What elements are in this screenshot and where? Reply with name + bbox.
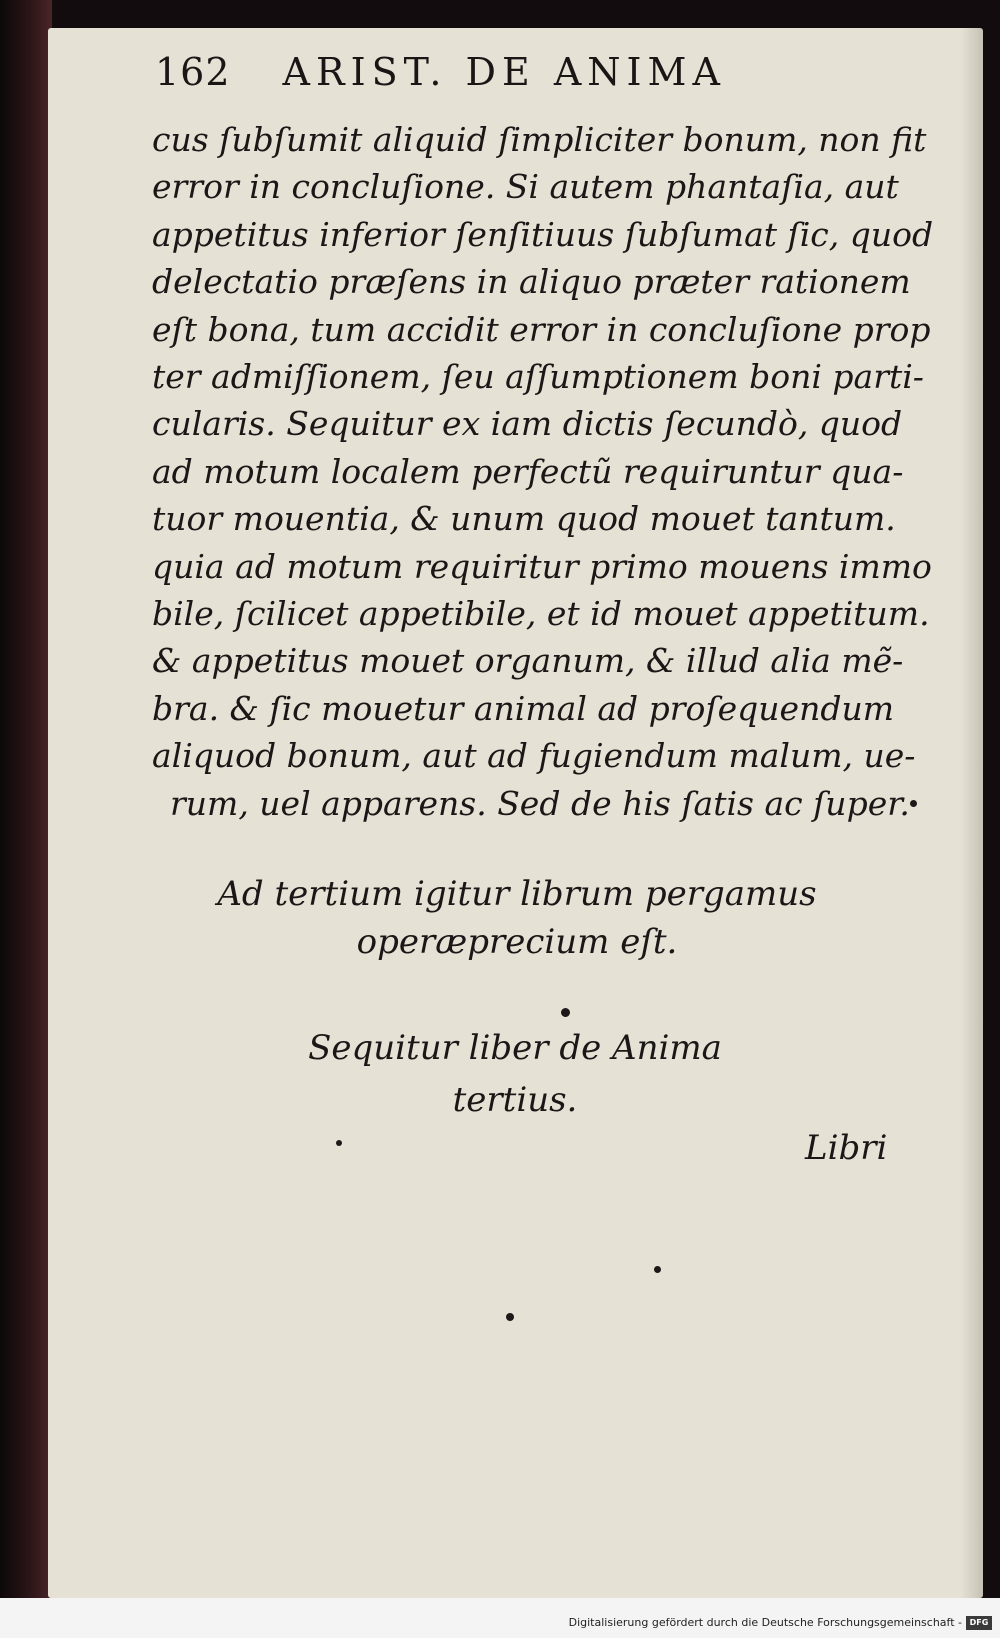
digitization-credit: Digitalisierung gefördert durch die Deutsche Forschungsgemeinschaft -: [568, 1616, 962, 1629]
page-gutter-shadow: [961, 28, 983, 1598]
closing-line-2: operæprecium eſt.: [356, 922, 678, 962]
text-line: appetitus inferior ſenſitiuus ſubſumat ſic, quod: [152, 214, 934, 254]
running-title: ARIST. DE ANIMA: [282, 50, 726, 94]
ink-speck: [336, 1140, 342, 1146]
ink-speck: [654, 1266, 661, 1273]
text-line: ad motum localem perfectũ requiruntur qua-: [152, 451, 904, 491]
ink-speck: [561, 1008, 570, 1017]
text-line: tuor mouentia, & unum quod mouet tantum.: [152, 499, 896, 539]
text-line: aliquod bonum, aut ad fugiendum malum, ue-: [152, 736, 916, 776]
book-binding-edge: [0, 0, 52, 1600]
sequitur-line-2: tertius.: [452, 1080, 578, 1120]
text-line: bile, ſcilicet appetibile, et id mouet appetitum.: [152, 594, 930, 634]
text-line: delectatio præſens in aliquo præter rationem: [152, 262, 911, 302]
text-line: cus ſubſumit aliquid ſimpliciter bonum, non fit: [152, 120, 927, 159]
text-line: & appetitus mouet organum, & illud alia mẽ-: [152, 641, 904, 681]
text-line: eſt bona, tum accidit error in concluſione prop: [152, 309, 931, 349]
dfg-logo: DFG: [966, 1616, 992, 1630]
page-number: 162: [155, 50, 231, 94]
running-head: [155, 50, 835, 94]
text-line: ter admiſſionem, ſeu aſſumptionem boni parti-: [152, 357, 924, 397]
closing-line: [152, 870, 882, 966]
sequitur-line-1: Sequitur liber de Anima: [308, 1028, 722, 1068]
footer-strip: [0, 1598, 1000, 1638]
text-line: rum, uel apparens. Sed de his ſatis ac ſuper.: [170, 783, 910, 823]
text-line: cularis. Sequitur ex iam dictis ſecundò, quod: [152, 404, 903, 444]
text-line: bra. & ſic mouetur animal ad proſequendum: [152, 688, 895, 728]
closing-line-1: Ad tertium igitur librum pergamus: [217, 874, 817, 914]
text-line: error in concluſione. Si autem phantaſia, aut: [152, 167, 899, 207]
ink-speck: [506, 1313, 514, 1321]
book-transition-heading: [150, 1022, 880, 1126]
text-line: quia ad motum requiritur primo mouens immo: [152, 546, 932, 586]
ink-speck: [910, 800, 917, 807]
body-text: [152, 116, 934, 827]
catchword: Libri: [805, 1128, 888, 1168]
